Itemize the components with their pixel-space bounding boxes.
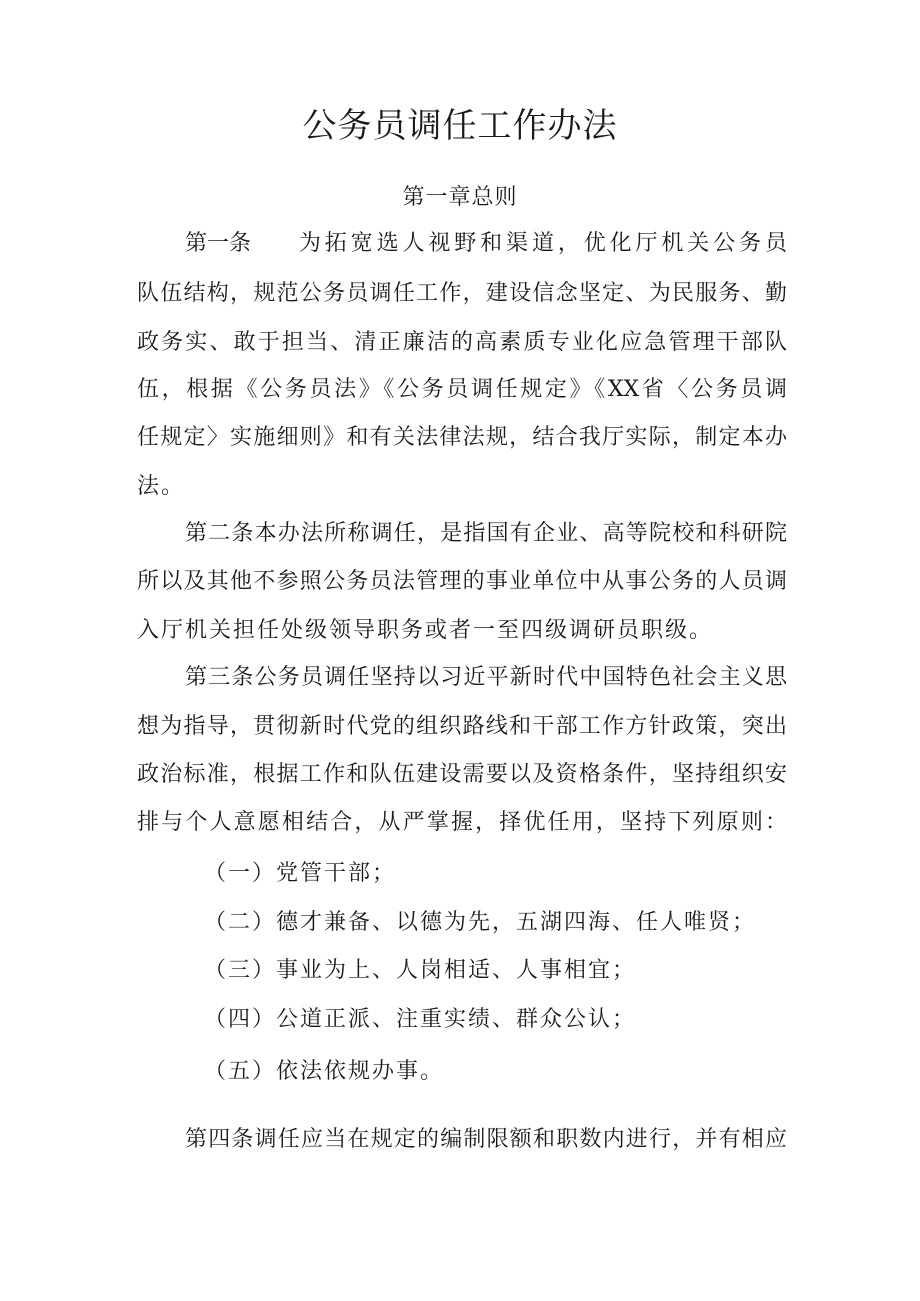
article-1-line-3: 政务实、敢于担当、清正廉洁的高素质专业化应急管理干部队 — [137, 330, 787, 355]
article-1-label: 第一条 — [185, 231, 252, 256]
principle-item-3: （三）事业为上、人岗相适、人事相宜； — [204, 958, 637, 983]
document-title: 公务员调任工作办法 — [302, 106, 618, 146]
article-2-line-3: 入厅机关担任处级领导职务或者一至四级调研员职级。 — [137, 618, 714, 643]
principle-item-4: （四）公道正派、注重实绩、群众公认； — [204, 1007, 637, 1032]
article-3-line-2: 想为指导，贯彻新时代党的组织路线和干部工作方针政策，突出 — [137, 714, 787, 739]
article-2-line-1: 第二条本办法所称调任，是指国有企业、高等院校和科研院 — [185, 521, 787, 546]
article-1-line-6: 法。 — [137, 474, 186, 499]
article-1-line-2: 队伍结构，规范公务员调任工作，建设信念坚定、为民服务、勤 — [137, 281, 787, 306]
article-1-text-1: 为拓宽选人视野和渠道，优化厅机关公务员 — [295, 231, 787, 256]
principle-item-5: （五）依法依规办事。 — [204, 1059, 445, 1084]
chapter-heading: 第一章总则 — [402, 185, 518, 210]
article-3-line-1: 第三条公务员调任坚持以习近平新时代中国特色社会主义思 — [185, 665, 787, 690]
article-1-line-5: 任规定〉实施细则》和有关法律法规，结合我厅实际，制定本办 — [137, 425, 787, 450]
article-4-line-1: 第四条调任应当在规定的编制限额和职数内进行，并有相应 — [185, 1127, 787, 1152]
principle-item-2: （二）德才兼备、以德为先，五湖四海、任人唯贤； — [204, 910, 757, 935]
article-1-line-1 — [185, 220, 787, 268]
article-1-line-4: 伍，根据《公务员法》《公务员调任规定》《XX省〈公务员调 — [137, 377, 787, 402]
principle-item-1: （一）党管干部； — [204, 861, 397, 886]
article-3-line-3: 政治标准，根据工作和队伍建设需要以及资格条件，坚持组织安 — [137, 762, 787, 787]
article-2-line-2: 所以及其他不参照公务员法管理的事业单位中从事公务的人员调 — [137, 569, 787, 594]
article-3-line-4: 排与个人意愿相结合，从严掌握，择优任用，坚持下列原则： — [137, 810, 787, 835]
